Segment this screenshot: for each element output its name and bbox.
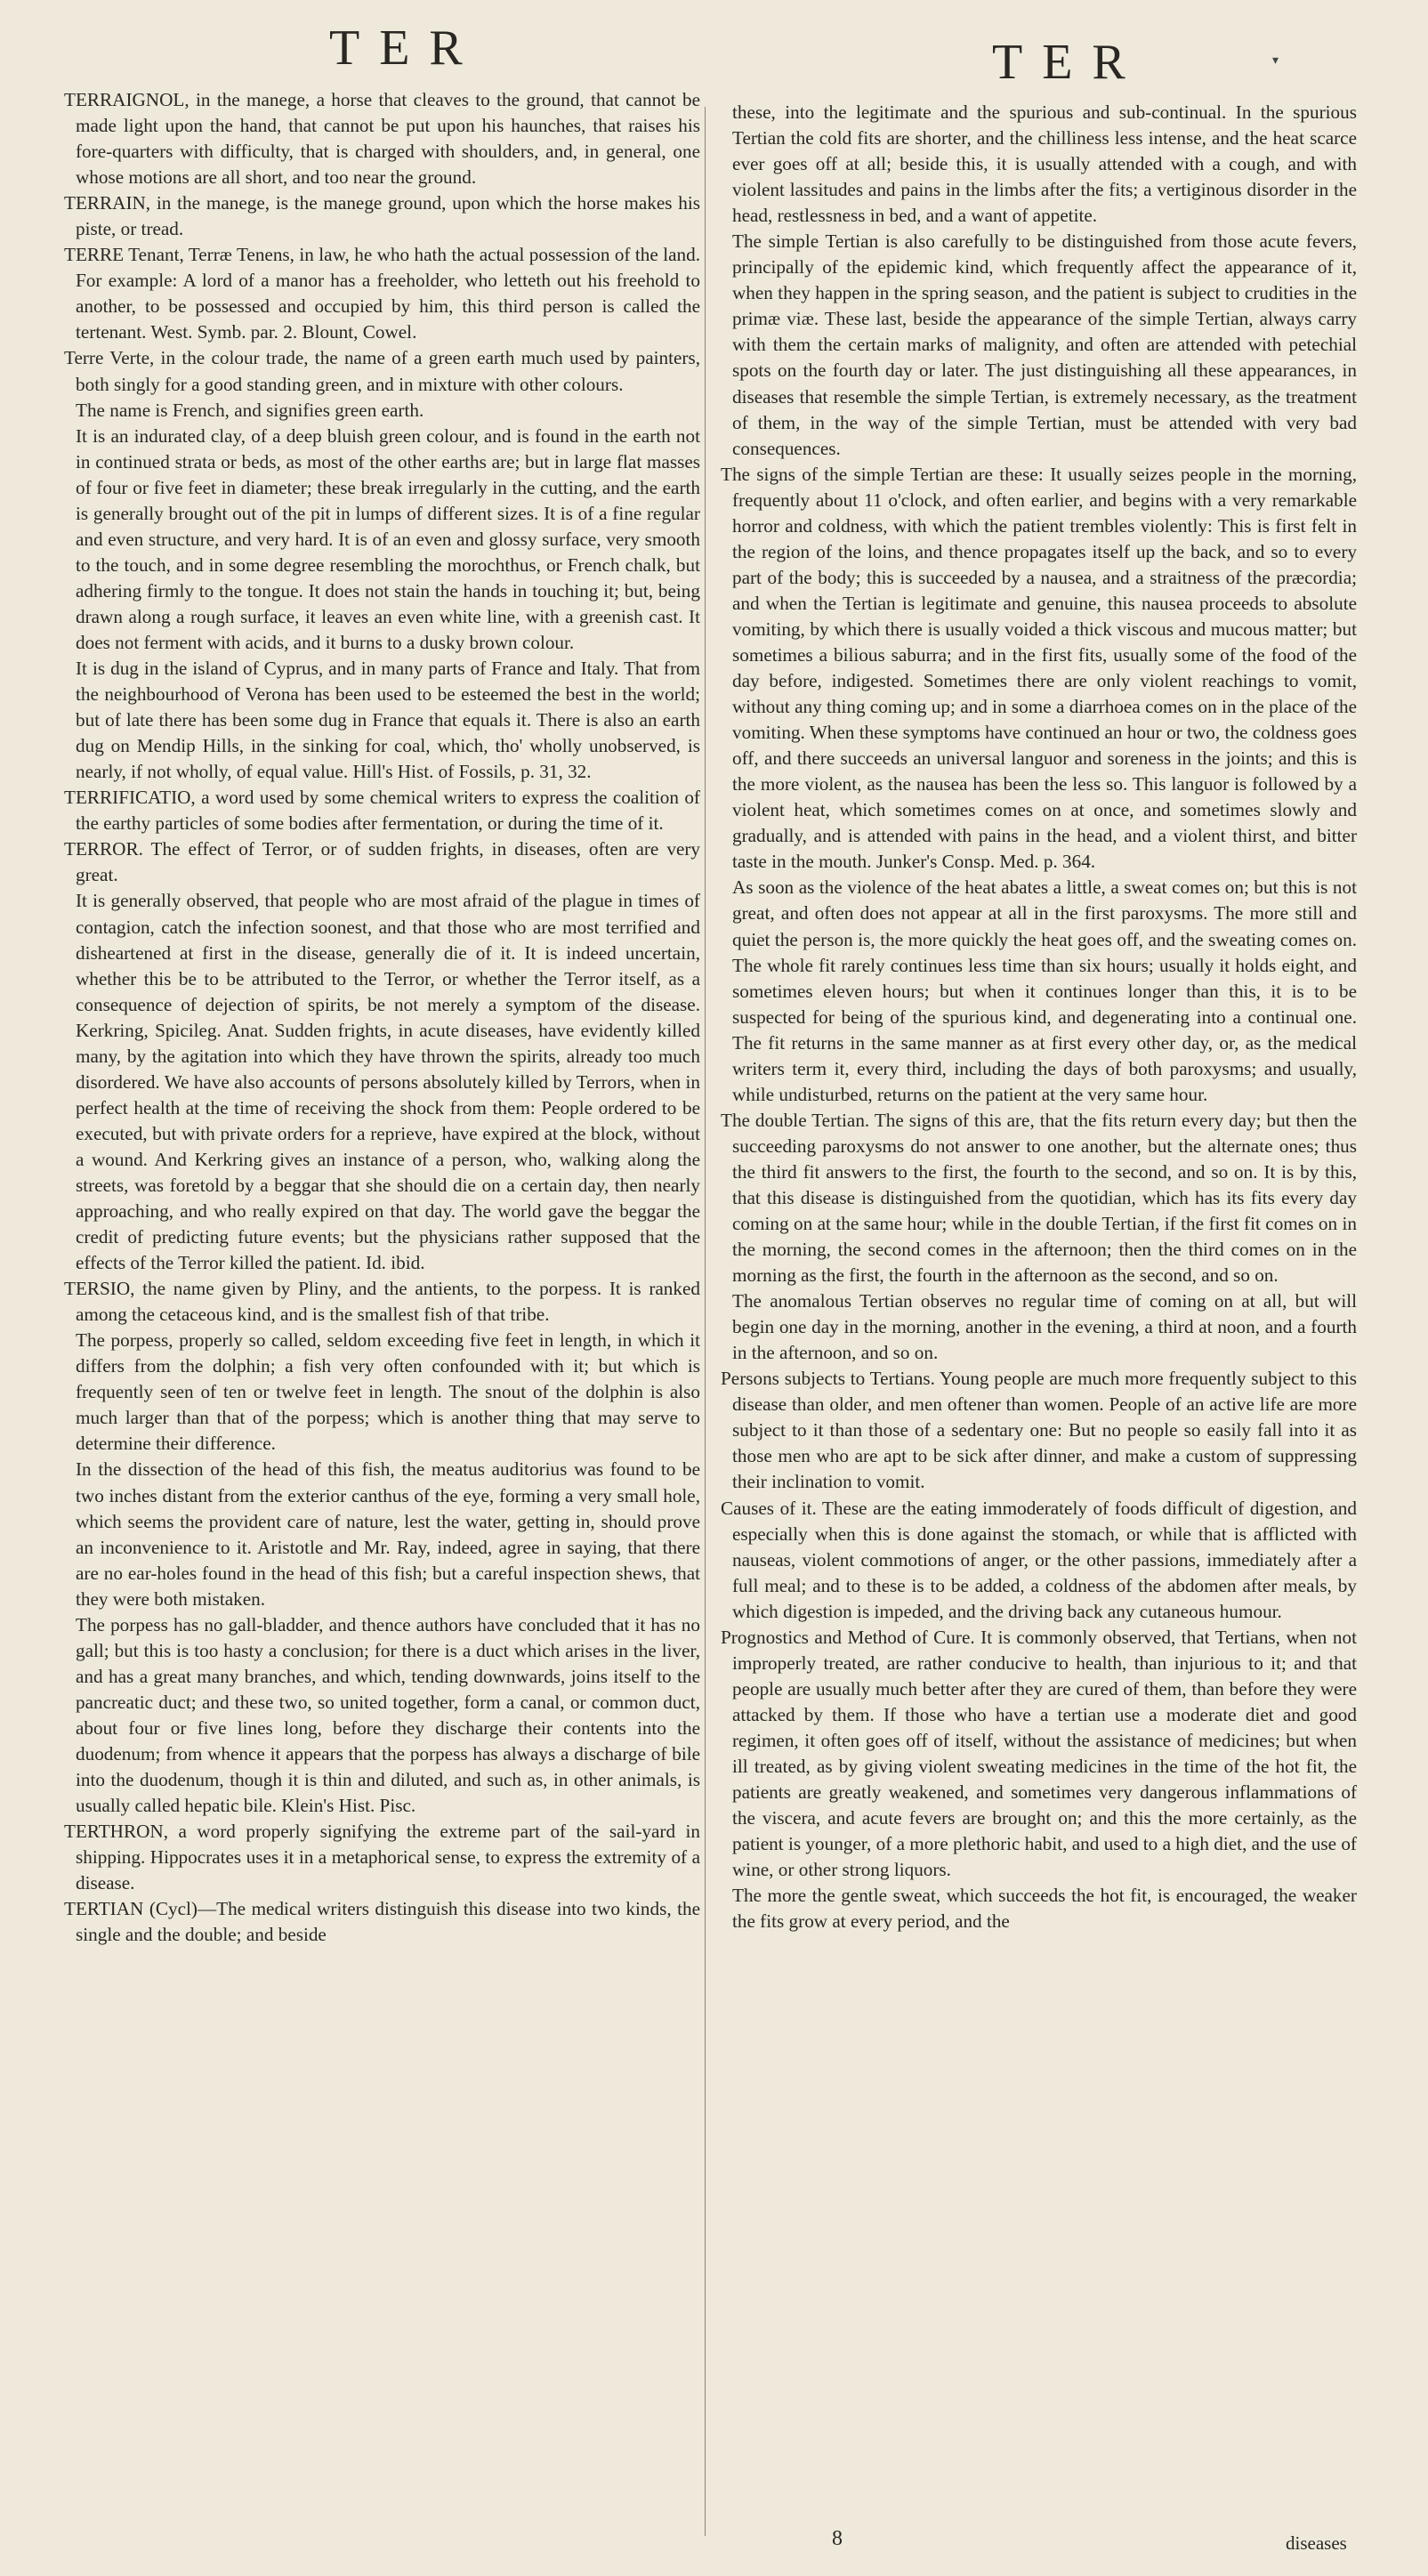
dictionary-entry: The signs of the simple Tertian are these: It usually seizes people in the morning, frequently about 11 o'clock, and often earlier, and begins with a very remarkable horror and coldness, with which the patient trembles violently: This is first felt in the region of the loins, and thence propagates itself up the back, and so to every part of the body; this is succeeded by a nausea, and a straitness of the præcordia; and when the Tertian is legitimate and genuine, this nausea proceeds to absolute vomiting, by which there is usually voided a thick viscous and mucous matter; but sometimes a bilious saburra; and in the first fits, usually some of the food of the day before, indigested. Sometimes there are only violent reachings to vomit, without any thing coming up; and in some a diarrhoea comes on in the place of the vomiting. When these symptoms have continued an hour or two, the coldness goes off, and there succeeds an universal languor and soreness in the joints; and this is the more violent, as the nausea has been the less so. This languor is followed by a violent heat, which sometimes comes on at once, and sometimes slowly and gradually, and is attended with pains in the head, and a violent thirst, and bitter taste in the mouth. Junker's Consp. Med. p. 364. — [721, 463, 1357, 873]
catchword: diseases — [1286, 2532, 1347, 2554]
dictionary-entry: TERRAIGNOL, in the manege, a horse that cleaves to the ground, that cannot be made light upon the hand, that cannot be put upon his haunches, that raises his fore-quarters with difficulty, that is charged with shoulders, and, in general, one whose motions are all short, and too near the ground. — [64, 89, 700, 189]
entry-paragraph: In the dissection of the head of this fish, the meatus auditorius was found to be two inches distant from the exterior canthus of the eye, forming a very small hole, which seems the provident care of nature, lest the water, getting in, should prove an inconvenience to it. Aristotle and Mr. Ray, indeed, agree in saying, that there are no ear-holes found in the head of this fish; but a careful inspection shews, that they were both mistaken. — [76, 1458, 700, 1610]
entry-paragraph: The porpess has no gall-bladder, and thence authors have concluded that it has no gall; but this is too hasty a conclusion; for there is a duct which arises in the liver, and has a great many branches, and which, tending downwards, joins itself to the pancreatic duct; and these two, so united together, form a canal, or common duct, about four or five lines long, before they discharge their contents into the duodenum; from whence it appears that the porpess has always a discharge of bile into the duodenum, though it is thin and diluted, and such as, in other animals, is usually called hepatic bile. Klein's Hist. Pisc. — [76, 1613, 700, 1817]
dictionary-entry: Prognostics and Method of Cure. It is commonly observed, that Tertians, when not improperly treated, are rather conducive to health, than injurious to it; and that people are usually much better after they are cured of them, than before they were attacked by them. If those who have a tertian use a moderate diet and good regimen, it often goes off of itself, without the assistance of medicines; but when ill treated, as by giving violent sweating medicines in the time of the hot fit, the patients are greatly weakened, and sometimes very dangerous inflammations of the viscera, and acute fevers are brought on; and this the more certainly, as the patient is younger, of a more plethoric habit, and used to a high diet, and the use of wine, or other strong liquors. — [721, 1626, 1357, 1881]
running-head-right: TER — [992, 35, 1145, 90]
entry-paragraph: The porpess, properly so called, seldom exceeding five feet in length, in which it differs from the dolphin; a fish very often confounded with it; but which is frequently seen of ten or twelve feet in length. The snout of the dolphin is also much larger than that of the porpess; which is another thing that may serve to determine their difference. — [76, 1329, 700, 1455]
signature-mark: 8 — [832, 2527, 843, 2550]
dictionary-entry: TERSIO, the name given by Pliny, and the antients, to the porpess. It is ranked among the cetaceous kind, and is the smallest fish of that tribe. — [64, 1278, 700, 1326]
dictionary-entry: TERROR. The effect of Terror, or of sudden frights, in diseases, often are very great. — [64, 838, 700, 886]
entry-paragraph: The anomalous Tertian observes no regular time of coming on at all, but will begin one day in the morning, another in the evening, a third at noon, and a fourth in the afternoon, and so on. — [732, 1290, 1357, 1364]
entry-paragraph: The simple Tertian is also carefully to be distinguished from those acute fevers, principally of the epidemic kind, which frequently affect the appearance of it, when they happen in the spring season, and the patient is subject to crudities in the primæ viæ. These last, beside the appearance of the simple Tertian, always carry with them the certain marks of malignity, and often are attended with petechial spots on the fourth day or later. The just distinguishing all these appearances, in diseases that resemble the simple Tertian, is extremely necessary, as the treatment of them, in the way of the simple Tertian, must be attended with very bad consequences. — [732, 230, 1357, 459]
entry-paragraph: As soon as the violence of the heat abates a little, a sweat comes on; but this is not great, and often does not appear at all in the first paroxysms. The more still and quiet the person is, the more quickly the heat goes off, and the sweating comes on. The whole fit rarely continues less time than six hours; usually it holds eight, and sometimes eleven hours; but when it continues longer than this, it is to be suspected for being of the spurious kind, and degenerating into a continual one. The fit returns in the same manner as at first every other day, or, as the medical writers term it, every third, including the days of both paroxysms; and usually, while undisturbed, returns on the patient at the very same hour. — [732, 876, 1357, 1105]
column-rule — [705, 107, 706, 2536]
dictionary-entry: TERTHRON, a word properly signifying the extreme part of the sail-yard in shipping. Hippocrates uses it in a metaphorical sense, to express the extremity of a disease. — [64, 1821, 700, 1894]
entry-paragraph: It is generally observed, that people who are most afraid of the plague in times of contagion, catch the infection soonest, and that those who are most terrified and disheartened at first in the disease, generally die of it. It is indeed uncertain, whether this be to be attributed to the Terror, or whether the Terror itself, as a consequence of dejection of spirits, be not merely a symptom of the disease. Kerkring, Spicileg. Anat. Sudden frights, in acute diseases, have evidently killed many, by the agitation into which they have thrown the spirits, already too much disordered. We have also accounts of persons absolutely killed by Terrors, when in perfect health at the time of receiving the shock from them: People ordered to be executed, but with private orders for a reprieve, have expired at the block, without a wound. And Kerkring gives an instance of a person, who, walking along the streets, was foretold by a beggar that she should die on a certain day, then nearly approaching, and who really expired on that day. The world gave the beggar the credit of predicting future events; but the physicians rather supposed that the effects of the Terror killed the patient. Id. ibid. — [76, 890, 700, 1274]
dictionary-entry: TERRAIN, in the manege, is the manege ground, upon which the horse makes his piste, or tread. — [64, 192, 700, 240]
dictionary-entry: TERTIAN (Cycl)—The medical writers distinguish this disease into two kinds, the single and the double; and beside — [64, 1898, 700, 1946]
entry-paragraph: these, into the legitimate and the spurious and sub-continual. In the spurious Tertian the cold fits are shorter, and the chilliness less intense, and the heat scarce ever goes off at all; beside this, it is usually attended with a cough, and with violent lassitudes and pains in the limbs after the fits; a vertiginous disorder in the head, restlessness in bed, and a want of appetite. — [732, 101, 1357, 227]
left-column — [64, 87, 700, 1948]
dictionary-entry: TERRIFICATIO, a word used by some chemical writers to express the coalition of the earthy particles of some bodies after fermentation, or during the time of it. — [64, 787, 700, 835]
entry-paragraph: It is dug in the island of Cyprus, and in many parts of France and Italy. That from the neighbourhood of Verona has been used to be esteemed the best in the world; but of late there has been some dug in France that equals it. There is also an earth dug on Mendip Hills, in the sinking for coal, which, tho' wholly unobserved, is nearly, if not wholly, of equal value. Hill's Hist. of Fossils, p. 31, 32. — [76, 658, 700, 783]
entry-paragraph: The name is French, and signifies green earth. — [76, 399, 424, 421]
right-column — [721, 100, 1357, 1934]
dictionary-entry: TERRE Tenant, Terræ Tenens, in law, he who hath the actual possession of the land. For example: A lord of a manor has a freeholder, who letteth out his freehold to another, to be possessed and occupied by him, this third person is called the tertenant. West. Symb. par. 2. Blount, Cowel. — [64, 244, 700, 343]
print-mark: ▾ — [1272, 54, 1279, 68]
entry-paragraph: It is an indurated clay, of a deep bluish green colour, and is found in the earth not in continued strata or beds, as most of the other earths are; but in large flat masses of four or five feet in diameter; these break irregularly in the cutting, and the earth is generally brought out of the pit in lumps of different sizes. It is of a fine regular and even structure, and very hard. It is of an even and glossy surface, very smooth to the touch, and in some degree resembling the morochthus, or French chalk, but adhering firmly to the tongue. It does not stain the hands in touching it; but, being drawn along a rough surface, it leaves an even white line, with a greenish cast. It does not ferment with acids, and it burns to a dusky brown colour. — [76, 424, 700, 653]
dictionary-entry: Persons subjects to Tertians. Young people are much more frequently subject to this disease than older, and men oftener than women. People of an active life are more subject to it than those of a sedentary one: But no people so easily fall into it as those men who are apt to be sick after dinner, and make a custom of suppressing their inclination to vomit. — [721, 1368, 1357, 1493]
running-head-left: TER — [329, 20, 482, 76]
dictionary-entry: The double Tertian. The signs of this are, that the fits return every day; but then the succeeding paroxysms do not answer to one another, but the alternate ones; thus the third fit answers to the first, the fourth to the second, and so on. It is by this, that this disease is distinguished from the quotidian, which has its fits every day coming on at the same hour; while in the double Tertian, if the first fit comes on in the morning, the second comes in the afternoon; then the third comes on in the morning as the first, the fourth in the afternoon as the second, and so on. — [721, 1109, 1357, 1287]
dictionary-entry: Causes of it. These are the eating immoderately of foods difficult of digestion, and especially when this is done against the stomach, or while that is afflicted with nauseas, violent commotions of anger, or the other passions, immediately after a full meal; and to these is to be added, a coldness of the abdomen after meals, by which digestion is impeded, and the driving back any cutaneous humour. — [721, 1497, 1357, 1622]
dictionary-entry: Terre Verte, in the colour trade, the name of a green earth much used by painters, both singly for a good standing green, and in mixture with other colours. — [64, 347, 700, 395]
entry-paragraph: The more the gentle sweat, which succeeds the hot fit, is encouraged, the weaker the fits grow at every period, and the — [732, 1885, 1357, 1933]
